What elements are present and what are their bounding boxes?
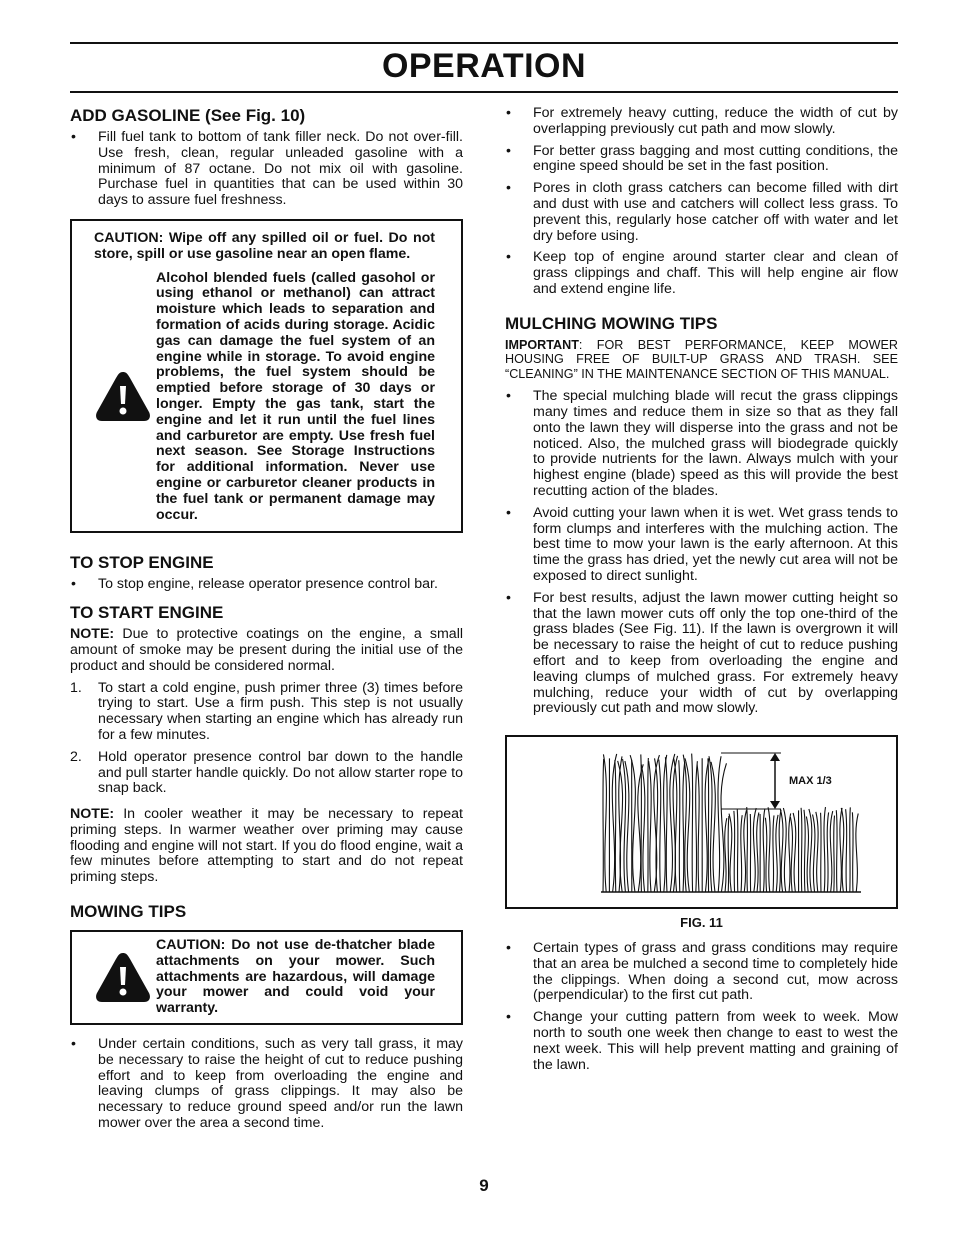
start-steps: [70, 681, 463, 798]
warning-icon: [94, 951, 156, 1005]
important-text: : FOR BEST PERFORMANCE, KEEP MOWER HOUSING FREE OF BUILT-UP GRASS AND TRASH. SEE “CLEANING” IN THE MAINTENANCE SECTION OF THIS MANUAL.: [505, 337, 898, 381]
stop-engine-list: [70, 577, 463, 593]
add-gasoline-list: [70, 130, 463, 209]
stop-engine-bullet: • To stop engine, release operator presence control bar.: [70, 577, 463, 593]
cutting-tip-bullet: • For better grass bagging and most cutting conditions, the engine speed should be set in the fast position.: [505, 144, 898, 176]
step-number: 2.: [70, 748, 82, 765]
note-text: In cooler weather it may be necessary to repeat priming steps. In warmer weather over priming may cause flooding and engine will not start. If you do flood engine, wait a few minutes before attempting to start and do not repeat priming steps.: [70, 806, 463, 886]
cutting-tip-bullet: • Keep top of engine around starter clear and clean of grass clippings and chaff. This will help engine air flow and extend engine life.: [505, 250, 898, 297]
grass-illustration: [507, 737, 896, 903]
step-number: 1.: [70, 679, 82, 696]
dethatcher-caution-box: [70, 930, 463, 1025]
mowing-tips-heading: MOWING TIPS: [70, 902, 187, 922]
figure-caption: FIG. 11: [680, 915, 723, 931]
fuel-caution-box: [70, 219, 463, 533]
cutting-tips-list: [505, 106, 898, 298]
step-text: To start a cold engine, push primer three (3) times before trying to start. Use a firm push. This step is not usually necessary when starting an engine which has already run for a few minutes.: [98, 679, 463, 743]
mulching-heading: MULCHING MOWING TIPS: [505, 313, 718, 333]
page-title: OPERATION: [381, 47, 587, 85]
fuel-caution-top: CAUTION: Wipe off any spilled oil or fuel. Do not store, spill or use gasoline near an open flame.: [94, 229, 435, 262]
fuel-caution-body: Alcohol blended fuels (called gasohol or using ethanol or methanol) can attract moisture which leads to separation and formation of acids during storage. Acidic gas can damage the fuel system of an engine while in storage. To avoid engine problems, the fuel system should be emptied before storage of 30 days or longer. Empty the gas tank, start the engine and let it run until the fuel lines and carburetor are empty. Use fresh fuel next season. See Storage Instructions for additional information. Never use engine or carburetor cleaner products in the fuel tank or permanent damage may occur.: [156, 269, 435, 523]
step-text: Hold operator presence control bar down to the handle and pull starter handle quickly. Do not allow starter rope to snap back.: [98, 748, 463, 797]
mowing-tips-bullet: • Under certain conditions, such as very tall grass, it may be necessary to raise the height of cut to reduce pushing effort and to keep from overloading the engine and leaving clumps of grass clippings. It may also be necessary to reduce ground speed and/or run the lawn mower over the area a second time.: [70, 1037, 463, 1132]
start-note-2: [70, 807, 463, 886]
add-gasoline-heading: ADD GASOLINE (See Fig. 10): [70, 106, 306, 125]
stop-engine-heading: TO STOP ENGINE: [70, 553, 214, 573]
left-column: [70, 106, 463, 1142]
note-label: NOTE:: [70, 626, 115, 643]
warning-icon: [94, 370, 156, 424]
max-cut-label: MAX 1/3: [789, 775, 832, 788]
start-step-2: [70, 750, 463, 797]
start-note-1: [70, 627, 463, 674]
note-text: Due to protective coatings on the engine, a small amount of smoke may be present during the initial use of the product and should be considered normal.: [70, 626, 463, 674]
second-cut-bullet: • Certain types of grass and grass conditions may require that an area be mulched a second time to completely hide the clippings. When doing a second cut, mow across (perpendicular) to the first cut path.: [505, 941, 898, 1004]
second-cut-list: [505, 941, 898, 1073]
add-gasoline-bullet: • Fill fuel tank to bottom of tank filler neck. Do not over-fill. Use fresh, clean, regular unleaded gasoline with a minimum of 87 octane. Do not mix oil with gasoline. Purchase fuel in quantities that can be used within 30 days to assure fuel freshness.: [70, 130, 463, 209]
mulching-bullet: • For best results, adjust the lawn mower cutting height so that the lawn mower cuts off only the top one-third of the grass blades (See Fig. 11). If the lawn is overgrown it will be necessary to raise the height of cut to reduce pushing effort and to keep from overloading the engine and leaving clumps of mulched grass. For extremely heavy mulching, reduce your width of cut by overlapping previously cut path and mow slowly.: [505, 591, 898, 717]
dethatcher-caution-text: CAUTION: Do not use de-thatcher blade attachments on your mower. Such attachments are hazardous, will damage your mower and could void your warranty.: [156, 937, 435, 1017]
arrow-down-icon: [770, 801, 780, 809]
cutting-tip-bullet: • Pores in cloth grass catchers can become filled with dirt and dust with use and catchers will collect less grass. To prevent this, regularly hose catcher off with water and let dry before using.: [505, 181, 898, 244]
start-engine-heading: TO START ENGINE: [70, 603, 224, 623]
second-cut-bullet: • Change your cutting pattern from week to week. Mow north to south one week then change to east to west the next week. This will help prevent matting and graining of the lawn.: [505, 1010, 898, 1073]
note-label: NOTE:: [70, 806, 115, 823]
mulching-bullet: • The special mulching blade will recut the grass clippings many times and reduce them in size so that as they fall onto the lawn they will disperse into the grass and not be noticed. Also, the mulched grass will biodegrade quickly to provide nutrients for the lawn. Always mulch with your highest engine (blade) speed as this will provide the best recutting action of the blades.: [505, 389, 898, 500]
mulching-bullet: • Avoid cutting your lawn when it is wet. Wet grass tends to form clumps and interferes with the mulching action. The best time to mow your lawn is the early afternoon. At this time the grass has dried, yet the newly cut area will not be exposed to direct sunlight.: [505, 506, 898, 585]
mowing-tips-list: [70, 1037, 463, 1132]
start-step-1: [70, 681, 463, 744]
cutting-tip-bullet: • For extremely heavy cutting, reduce the width of cut by overlapping previously cut path and mow slowly.: [505, 106, 898, 138]
top-rule: [70, 42, 898, 44]
title-rule: [70, 91, 898, 93]
mulching-list: [505, 389, 898, 717]
arrow-up-icon: [770, 753, 780, 761]
page-number: 9: [479, 1176, 489, 1195]
mulching-important: [505, 338, 898, 382]
grass-height-figure: [505, 735, 898, 909]
important-label: IMPORTANT: [505, 337, 579, 352]
right-column: [505, 106, 898, 1083]
